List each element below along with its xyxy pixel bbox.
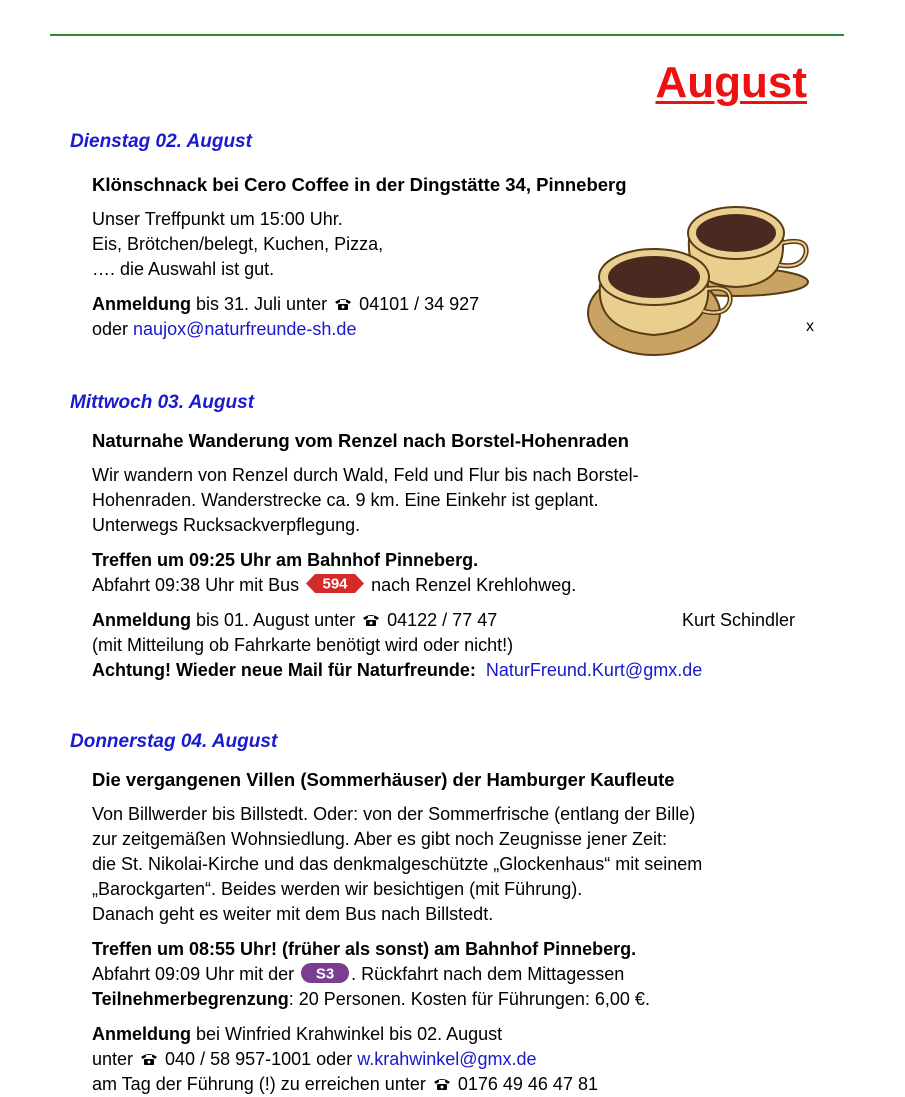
- event-3-title: Die vergangenen Villen (Sommerhäuser) der Hamburger Kaufleute: [92, 769, 675, 790]
- email-link[interactable]: NaturFreund.Kurt@gmx.de: [485, 660, 703, 680]
- return-text: . Rückfahrt nach dem Mittagessen: [351, 964, 625, 984]
- event-1-description: [92, 207, 627, 282]
- registration-label: Anmeldung: [92, 610, 191, 630]
- departure-text: Abfahrt 09:38 Uhr mit Bus: [92, 575, 305, 595]
- top-rule: [50, 34, 844, 36]
- description-line: Eis, Brötchen/belegt, Kuchen, Pizza,: [92, 234, 384, 254]
- departure-text: Abfahrt 09:09 Uhr mit der: [92, 964, 300, 984]
- registration-note: (mit Mitteilung ob Fahrkarte benötigt wird oder nicht!): [92, 635, 514, 655]
- phone-icon: [140, 1052, 158, 1066]
- phone-icon: [334, 297, 352, 311]
- event-1-registration: [92, 292, 627, 342]
- phone-number: 0176 49 46 47 81: [452, 1074, 598, 1094]
- registration-text: bis 31. Juli unter: [191, 294, 333, 314]
- description-line: „Barockgarten“. Beides werden wir besichtigen (mit Führung).: [92, 879, 583, 899]
- event-3: [92, 767, 852, 1097]
- train-line: S3: [315, 965, 335, 983]
- attention-text: Achtung! Wieder neue Mail für Naturfreunde:: [92, 660, 476, 680]
- registration-label: Anmeldung: [92, 1024, 191, 1044]
- or-text: oder: [92, 319, 134, 339]
- description-line: Von Billwerder bis Billstedt. Oder: von der Sommerfrische (entlang der Bille): [92, 804, 696, 824]
- registration-label: Anmeldung: [92, 294, 191, 314]
- phone-icon: [362, 613, 380, 627]
- event-2-description: [92, 463, 832, 538]
- event-2-title: Naturnahe Wanderung vom Renzel nach Borstel-Hohenraden: [92, 430, 629, 451]
- registration-text: bei Winfried Krahwinkel bis 02. August: [191, 1024, 503, 1044]
- phone-number: 04122 / 77 47: [382, 610, 498, 630]
- description-line: Unser Treffpunkt um 15:00 Uhr.: [92, 209, 343, 229]
- phone-number: 040 / 58 957-1001 oder: [160, 1049, 358, 1069]
- bus-number: 594: [322, 575, 348, 593]
- description-line: Hohenraden. Wanderstrecke ca. 9 km. Eine Einkehr ist geplant.: [92, 490, 599, 510]
- phone-icon: [433, 1077, 451, 1091]
- event-2-registration: [92, 608, 832, 683]
- email-link[interactable]: naujox@naturfreunde-sh.de: [133, 319, 357, 339]
- registration-text: am Tag der Führung (!) zu erreichen unter: [92, 1074, 431, 1094]
- departure-destination: nach Renzel Krehlohweg.: [366, 575, 577, 595]
- description-line: die St. Nikolai-Kirche und das denkmalgeschützte „Glockenhaus“ mit seinem: [92, 854, 703, 874]
- event-3-registration: [92, 1022, 852, 1097]
- description-line: …. die Auswahl ist gut.: [92, 259, 275, 279]
- event-1-title: Klönschnack bei Cero Coffee in der Dingstätte 34, Pinneberg: [92, 174, 627, 195]
- event-1: [92, 172, 627, 342]
- registration-text: unter: [92, 1049, 139, 1069]
- description-line: zur zeitgemäßen Wohnsiedlung. Aber es gibt noch Zeugnisse jener Zeit:: [92, 829, 667, 849]
- event-2: [92, 428, 832, 683]
- meeting-text: Treffen um 09:25 Uhr am Bahnhof Pinneberg.: [92, 550, 479, 570]
- email-link[interactable]: w.krahwinkel@gmx.de: [357, 1049, 537, 1069]
- registration-text: bis 01. August unter: [191, 610, 361, 630]
- event-3-date: Donnerstag 04. August: [70, 731, 278, 752]
- coffee-cups-image: [586, 195, 812, 361]
- bus-icon: [306, 574, 364, 593]
- limit-label: Teilnehmerbegrenzung: [92, 989, 289, 1009]
- event-3-description: [92, 802, 852, 927]
- event-1-date: Dienstag 02. August: [70, 131, 252, 152]
- month-heading: August: [655, 58, 807, 107]
- event-2-meeting: [92, 548, 832, 598]
- description-line: Wir wandern von Renzel durch Wald, Feld und Flur bis nach Borstel-: [92, 465, 639, 485]
- event-2-date: Mittwoch 03. August: [70, 392, 255, 413]
- phone-number: 04101 / 34 927: [354, 294, 480, 314]
- contact-name: Kurt Schindler: [682, 610, 796, 630]
- s-bahn-icon: [301, 963, 349, 983]
- limit-text: : 20 Personen. Kosten für Führungen: 6,00 €.: [288, 989, 650, 1009]
- event-3-meeting: [92, 937, 852, 1012]
- meeting-text: Treffen um 08:55 Uhr! (früher als sonst) am Bahnhof Pinneberg.: [92, 939, 637, 959]
- description-line: Danach geht es weiter mit dem Bus nach Billstedt.: [92, 904, 494, 924]
- description-line: Unterwegs Rucksackverpflegung.: [92, 515, 361, 535]
- image-caption: x: [806, 318, 814, 335]
